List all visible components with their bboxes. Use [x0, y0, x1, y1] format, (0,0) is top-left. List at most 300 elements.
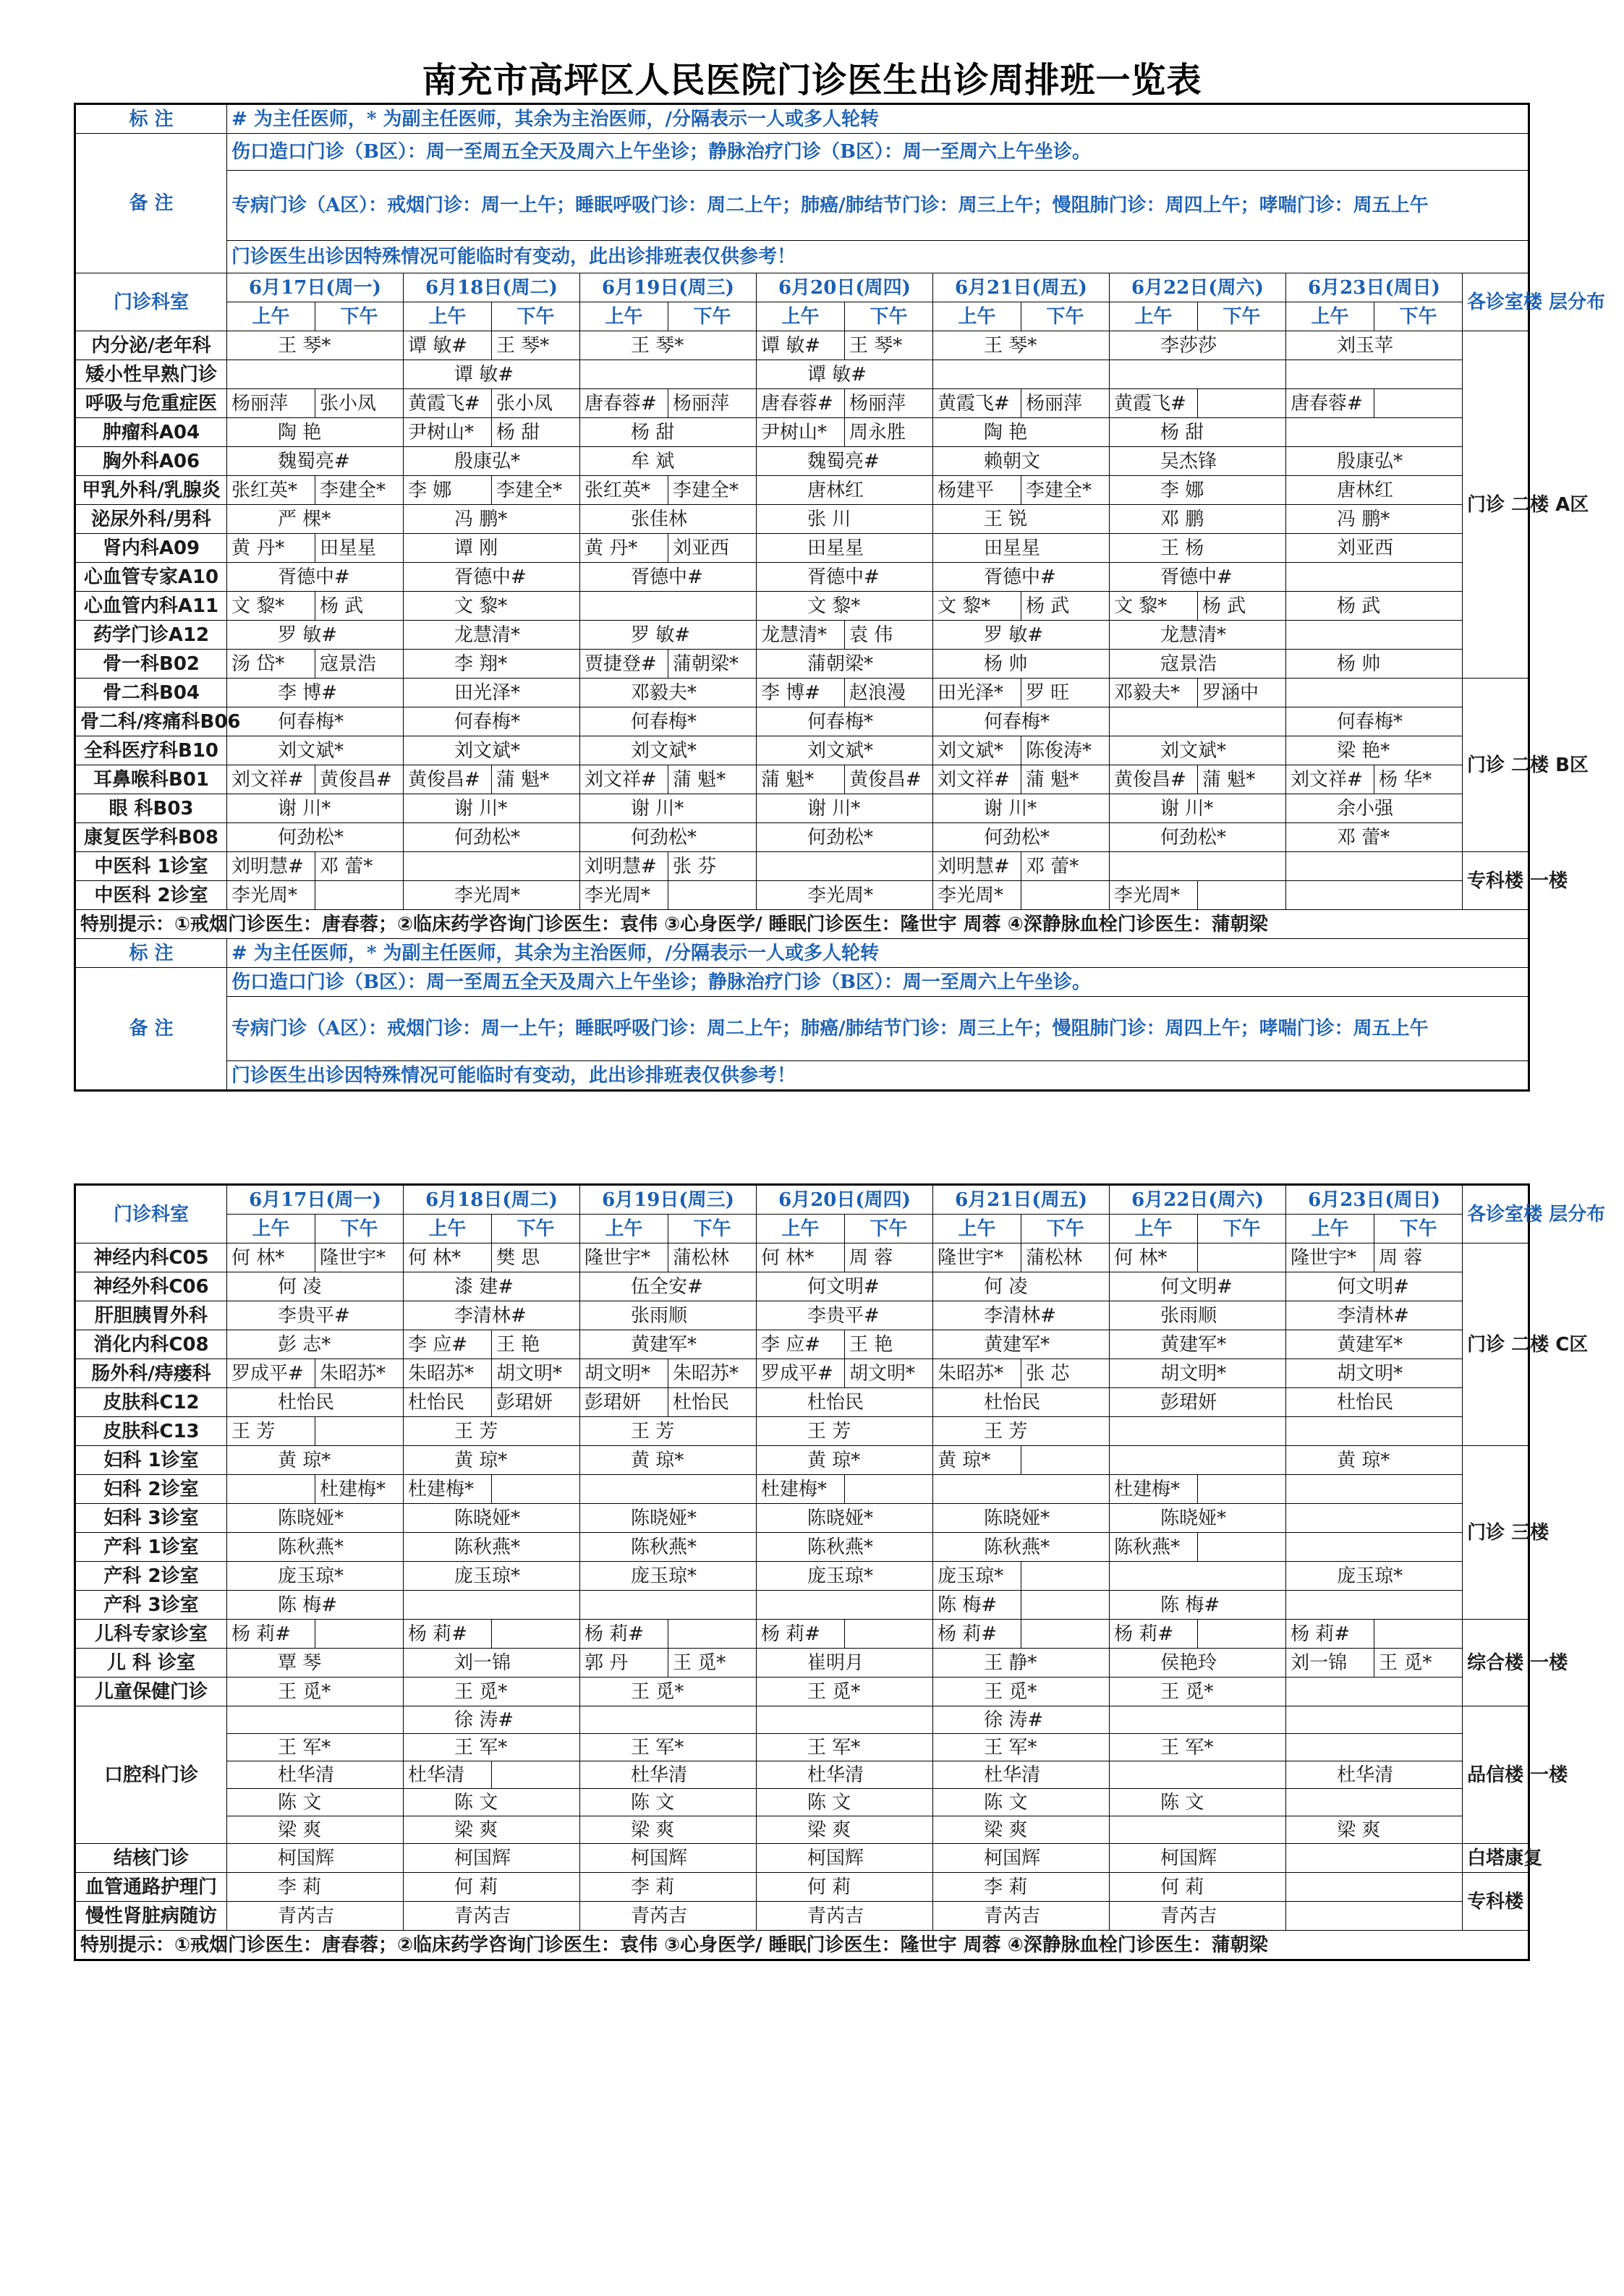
doctor-cell: 何 林*	[757, 1243, 845, 1272]
doctor-cell: 侯艳玲	[1110, 1649, 1286, 1678]
doctor-cell	[1286, 563, 1463, 592]
doctor-cell: 李 翔*	[404, 650, 580, 679]
doctor-cell: 何劲松*	[1110, 823, 1286, 852]
doctor-cell	[580, 1706, 757, 1734]
doctor-cell: 杨 莉#	[227, 1620, 315, 1649]
doctor-cell: 罗成平#	[227, 1359, 315, 1388]
dept-cell: 骨二科B04	[75, 679, 227, 707]
pm-header: 下午	[668, 302, 757, 331]
doctor-cell: 李光周*	[404, 881, 580, 910]
doctor-cell: 殷康弘*	[1286, 447, 1463, 476]
schedule-row	[75, 1359, 1529, 1388]
doctor-cell	[1286, 852, 1463, 881]
doctor-cell	[227, 1475, 315, 1504]
doctor-cell	[1286, 1734, 1463, 1761]
pm-header: 下午	[492, 1215, 580, 1243]
dept-header: 门诊科室	[75, 1185, 227, 1243]
doctor-cell	[1110, 1562, 1286, 1591]
doctor-cell: 杜华清	[933, 1761, 1110, 1789]
doctor-cell: 谢 川*	[580, 794, 757, 823]
remark-text-2: 专病门诊（A区）：戒烟门诊：周一上午；睡眠呼吸门诊：周二上午；肺癌/肺结节门诊：周三上午；慢阻肺门诊：周四上午；哮喘门诊：周五上午	[227, 997, 1529, 1061]
doctor-cell: 何文明#	[1110, 1272, 1286, 1301]
doctor-cell: 李 博#	[757, 679, 845, 707]
doctor-cell: 周 蓉	[845, 1243, 933, 1272]
doctor-cell: 王 芳	[580, 1417, 757, 1446]
doctor-cell	[668, 881, 757, 910]
doctor-cell: 汤 岱*	[227, 650, 315, 679]
doctor-cell: 刘明慧#	[580, 852, 668, 881]
doctor-cell: 蒲 魁*	[1021, 765, 1110, 794]
header-row	[75, 273, 1529, 302]
doctor-cell: 罗成平#	[757, 1359, 845, 1388]
doctor-cell: 谢 川*	[933, 794, 1110, 823]
doctor-cell: 杨 莉#	[1286, 1620, 1374, 1649]
pm-header: 下午	[1021, 302, 1110, 331]
doctor-cell	[580, 360, 757, 389]
doctor-cell: 袁 伟	[845, 621, 933, 650]
doctor-cell: 胡文明*	[492, 1359, 580, 1388]
doctor-cell: 王 军*	[227, 1734, 404, 1761]
doctor-cell: 何劲松*	[227, 823, 404, 852]
doctor-cell: 魏蜀亮#	[757, 447, 933, 476]
doctor-cell: 唐春蓉#	[1286, 389, 1374, 418]
day-header: 6月17日(周一)	[227, 273, 404, 302]
mark-row	[75, 104, 1529, 134]
schedule-row	[75, 1816, 1529, 1844]
doctor-cell: 李贵平#	[757, 1301, 933, 1330]
floor-cell: 专科楼 一楼	[1463, 852, 1529, 910]
doctor-cell: 王 艳	[492, 1330, 580, 1359]
am-header: 上午	[1110, 302, 1198, 331]
doctor-cell: 何 林*	[227, 1243, 315, 1272]
doctor-cell	[580, 1475, 757, 1504]
day-header: 6月20日(周四)	[757, 1185, 933, 1215]
dept-cell: 儿童保健门诊	[75, 1678, 227, 1706]
doctor-cell: 杜华清	[404, 1761, 492, 1789]
doctor-cell	[1110, 1816, 1286, 1844]
floor-cell: 门诊 二楼 A区	[1463, 331, 1529, 679]
doctor-cell	[1286, 679, 1463, 707]
day-header: 6月20日(周四)	[757, 273, 933, 302]
pm-header: 下午	[315, 1215, 404, 1243]
doctor-cell: 陈 文	[580, 1789, 757, 1816]
doctor-cell: 杨建平	[933, 476, 1021, 505]
doctor-cell: 邓毅夫*	[580, 679, 757, 707]
doctor-cell: 魏蜀亮#	[227, 447, 404, 476]
doctor-cell: 何 莉	[1110, 1873, 1286, 1902]
schedule-row	[75, 1562, 1529, 1591]
schedule-row	[75, 1475, 1529, 1504]
dept-cell: 内分泌/老年科	[75, 331, 227, 360]
doctor-cell: 谭 敏#	[404, 360, 580, 389]
am-header: 上午	[404, 302, 492, 331]
doctor-cell: 刘文祥#	[227, 765, 315, 794]
doctor-cell: 谢 川*	[757, 794, 933, 823]
doctor-cell: 柯国辉	[933, 1844, 1110, 1873]
doctor-cell: 牟 斌	[580, 447, 757, 476]
doctor-cell: 刘亚西	[668, 534, 757, 563]
doctor-cell: 王 觅*	[933, 1678, 1110, 1706]
doctor-cell: 李 博#	[227, 679, 404, 707]
doctor-cell: 唐林红	[1286, 476, 1463, 505]
doctor-cell: 杨 甜	[1110, 418, 1286, 447]
schedule-row	[75, 794, 1529, 823]
schedule-row	[75, 707, 1529, 736]
schedule-row	[75, 360, 1529, 389]
floor-cell: 门诊 二楼 C区	[1463, 1243, 1529, 1446]
doctor-cell	[315, 1417, 404, 1446]
doctor-cell: 杨丽萍	[227, 389, 315, 418]
doctor-cell	[1198, 1243, 1286, 1272]
schedule-row	[75, 1504, 1529, 1533]
doctor-cell: 何春梅*	[404, 707, 580, 736]
doctor-cell	[1286, 360, 1463, 389]
doctor-cell: 谭 刚	[404, 534, 580, 563]
doctor-cell: 何文明#	[1286, 1272, 1463, 1301]
remark-text-1: 伤口造口门诊（B区）：周一至周五全天及周六上午坐诊；静脉治疗门诊（B区）：周一至周六上午坐诊。	[227, 134, 1529, 171]
doctor-cell: 柯国辉	[227, 1844, 404, 1873]
doctor-cell: 罗涵中	[1198, 679, 1286, 707]
am-header: 上午	[933, 1215, 1021, 1243]
doctor-cell: 陶 艳	[227, 418, 404, 447]
doctor-cell: 隆世宇*	[933, 1243, 1021, 1272]
doctor-cell: 杨 武	[1286, 592, 1463, 621]
doctor-cell: 胥德中#	[1110, 563, 1286, 592]
doctor-cell: 庞玉琼*	[933, 1562, 1021, 1591]
mark-label: 标 注	[75, 104, 227, 134]
doctor-cell: 龙慧清*	[404, 621, 580, 650]
doctor-cell: 何劲松*	[580, 823, 757, 852]
doctor-cell: 梁 爽	[933, 1816, 1110, 1844]
doctor-cell: 王 觅*	[757, 1678, 933, 1706]
doctor-cell: 李 莉	[580, 1873, 757, 1902]
doctor-cell: 梁 爽	[404, 1816, 580, 1844]
doctor-cell: 陈晓娅*	[580, 1504, 757, 1533]
doctor-cell: 杨 武	[315, 592, 404, 621]
doctor-cell: 何文明#	[757, 1272, 933, 1301]
floor-cell: 综合楼 一楼	[1463, 1620, 1529, 1706]
day-header: 6月18日(周二)	[404, 273, 580, 302]
schedule-row	[75, 592, 1529, 621]
doctor-cell: 王 芳	[757, 1417, 933, 1446]
doctor-cell: 杜华清	[757, 1761, 933, 1789]
doctor-cell: 王 杨	[1110, 534, 1286, 563]
doctor-cell: 陈晓娅*	[1110, 1504, 1286, 1533]
doctor-cell: 陈秋燕*	[757, 1533, 933, 1562]
doctor-cell: 黄建军*	[580, 1330, 757, 1359]
doctor-cell: 崔明月	[757, 1649, 933, 1678]
ampm-row	[75, 1215, 1529, 1243]
doctor-cell: 赖朝文	[933, 447, 1110, 476]
doctor-cell	[1110, 852, 1286, 881]
special-tip: 特别提示：①戒烟门诊医生：唐春蓉；②临床药学咨询门诊医生：袁伟 ③心身医学/ 睡眠门诊医生：隆世宇 周蓉 ④深静脉血栓门诊医生：蒲朝梁	[75, 1931, 1529, 1960]
dept-cell: 皮肤科C13	[75, 1417, 227, 1446]
day-header: 6月21日(周五)	[933, 273, 1110, 302]
doctor-cell: 胡文明*	[1110, 1359, 1286, 1388]
doctor-cell: 刘一锦	[404, 1649, 580, 1678]
doctor-cell: 庞玉琼*	[1286, 1562, 1463, 1591]
schedule-row	[75, 1243, 1529, 1272]
doctor-cell: 杨 莉#	[933, 1620, 1021, 1649]
dept-cell: 肿瘤科A04	[75, 418, 227, 447]
doctor-cell: 王 军*	[1110, 1734, 1286, 1761]
day-header: 6月22日(周六)	[1110, 273, 1286, 302]
doctor-cell: 杜怡民	[404, 1388, 492, 1417]
doctor-cell: 贾捷登#	[580, 650, 668, 679]
doctor-cell: 文 黎*	[1110, 592, 1198, 621]
doctor-cell: 邓 鹏	[1110, 505, 1286, 534]
doctor-cell: 周 蓉	[1374, 1243, 1463, 1272]
doctor-cell: 黄俊昌#	[1110, 765, 1198, 794]
doctor-cell: 杨 华*	[1374, 765, 1463, 794]
doctor-cell: 王 觅*	[1374, 1649, 1463, 1678]
doctor-cell: 罗 旺	[1021, 679, 1110, 707]
day-header: 6月18日(周二)	[404, 1185, 580, 1215]
doctor-cell	[668, 1620, 757, 1649]
doctor-cell: 李清林#	[404, 1301, 580, 1330]
doctor-cell: 黄俊昌#	[845, 765, 933, 794]
dept-cell: 消化内科C08	[75, 1330, 227, 1359]
floor-cell: 门诊 二楼 B区	[1463, 679, 1529, 852]
pm-header: 下午	[492, 302, 580, 331]
doctor-cell: 刘玉苹	[1286, 331, 1463, 360]
doctor-cell: 黄俊昌#	[315, 765, 404, 794]
dept-cell: 口腔科门诊	[75, 1706, 227, 1844]
doctor-cell	[492, 1475, 580, 1504]
doctor-cell: 庞玉琼*	[580, 1562, 757, 1591]
tip-row	[75, 910, 1529, 939]
doctor-cell: 刘文斌*	[757, 736, 933, 765]
doctor-cell: 何春梅*	[580, 707, 757, 736]
doctor-cell: 严 棵*	[227, 505, 404, 534]
floor-header: 各诊室楼 层分布	[1463, 1185, 1529, 1243]
doctor-cell: 蒲 魁*	[668, 765, 757, 794]
schedule-row	[75, 765, 1529, 794]
mark-text: # 为主任医师，* 为副主任医师，其余为主治医师，/分隔表示一人或多人轮转	[227, 104, 1529, 134]
doctor-cell	[1110, 1761, 1286, 1789]
doctor-cell: 青芮吉	[227, 1902, 404, 1931]
doctor-cell: 龙慧清*	[757, 621, 845, 650]
doctor-cell: 何劲松*	[404, 823, 580, 852]
pm-header: 下午	[1021, 1215, 1110, 1243]
doctor-cell	[1286, 1902, 1463, 1931]
doctor-cell: 文 黎*	[757, 592, 933, 621]
doctor-cell	[580, 592, 757, 621]
doctor-cell: 周永胜	[845, 418, 933, 447]
doctor-cell: 蒲朝梁*	[668, 650, 757, 679]
doctor-cell: 李清林#	[933, 1301, 1110, 1330]
doctor-cell: 田光泽*	[933, 679, 1021, 707]
doctor-cell	[1286, 1678, 1463, 1706]
schedule-row	[75, 1591, 1529, 1620]
doctor-cell: 王 觅*	[404, 1678, 580, 1706]
doctor-cell: 杜怡民	[1286, 1388, 1463, 1417]
doctor-cell: 何劲松*	[757, 823, 933, 852]
doctor-cell: 李 应#	[757, 1330, 845, 1359]
doctor-cell: 冯 鹏*	[1286, 505, 1463, 534]
schedule-row	[75, 476, 1529, 505]
doctor-cell: 黄 琼*	[757, 1446, 933, 1475]
doctor-cell: 李 莉	[933, 1873, 1110, 1902]
doctor-cell: 彭 志*	[227, 1330, 404, 1359]
doctor-cell: 梁 爽	[1286, 1816, 1463, 1844]
doctor-cell: 刘文斌*	[580, 736, 757, 765]
doctor-cell: 李 娜	[1110, 476, 1286, 505]
doctor-cell: 王 静*	[933, 1649, 1110, 1678]
am-header: 上午	[757, 302, 845, 331]
dept-header: 门诊科室	[75, 273, 227, 331]
doctor-cell: 梁 爽	[757, 1816, 933, 1844]
doctor-cell: 陈秋燕*	[404, 1533, 580, 1562]
dept-cell: 肠外科/痔瘘科	[75, 1359, 227, 1388]
doctor-cell: 王 锐	[933, 505, 1110, 534]
doctor-cell: 蒲 魁*	[757, 765, 845, 794]
doctor-cell: 黄 琼*	[1286, 1446, 1463, 1475]
doctor-cell: 梁 爽	[227, 1816, 404, 1844]
am-header: 上午	[1286, 302, 1374, 331]
dept-cell: 妇科 2诊室	[75, 1475, 227, 1504]
dept-cell: 皮肤科C12	[75, 1388, 227, 1417]
doctor-cell: 陈 文	[1110, 1789, 1286, 1816]
doctor-cell: 黄 丹*	[580, 534, 668, 563]
remark-row	[75, 997, 1529, 1061]
remark-label: 备 注	[75, 968, 227, 1091]
doctor-cell: 杜华清	[227, 1761, 404, 1789]
day-header: 6月23日(周日)	[1286, 273, 1463, 302]
doctor-cell: 李 莉	[227, 1873, 404, 1902]
ampm-row	[75, 302, 1529, 331]
dept-cell: 神经外科C06	[75, 1272, 227, 1301]
doctor-cell: 杨 莉#	[1110, 1620, 1198, 1649]
doctor-cell	[1110, 1706, 1286, 1734]
am-header: 上午	[580, 1215, 668, 1243]
pm-header: 下午	[315, 302, 404, 331]
schedule-row	[75, 1902, 1529, 1931]
floor-header: 各诊室楼 层分布	[1463, 273, 1529, 331]
am-header: 上午	[227, 1215, 315, 1243]
doctor-cell: 王 军*	[933, 1734, 1110, 1761]
schedule-row	[75, 534, 1529, 563]
doctor-cell: 杜怡民	[933, 1388, 1110, 1417]
doctor-cell: 王 觅*	[1110, 1678, 1286, 1706]
doctor-cell: 李 应#	[404, 1330, 492, 1359]
doctor-cell: 陈晓娅*	[757, 1504, 933, 1533]
dept-cell: 胸外科A06	[75, 447, 227, 476]
doctor-cell: 王 军*	[757, 1734, 933, 1761]
schedule-row	[75, 1417, 1529, 1446]
doctor-cell: 杨 莉#	[580, 1620, 668, 1649]
doctor-cell	[1198, 389, 1286, 418]
doctor-cell: 李光周*	[227, 881, 315, 910]
doctor-cell	[1198, 881, 1286, 910]
doctor-cell: 王 觅*	[227, 1678, 404, 1706]
dept-cell: 中医科 1诊室	[75, 852, 227, 881]
schedule-row	[75, 563, 1529, 592]
schedule-table-2	[74, 1183, 1606, 1961]
doctor-cell	[1198, 1475, 1286, 1504]
doctor-cell: 杨 莉#	[404, 1620, 492, 1649]
am-header: 上午	[1110, 1215, 1198, 1243]
doctor-cell: 王 琴*	[227, 331, 404, 360]
doctor-cell: 杜建梅*	[1110, 1475, 1198, 1504]
remark-label: 备 注	[75, 134, 227, 273]
doctor-cell: 罗 敏#	[227, 621, 404, 650]
remark-row	[75, 968, 1529, 997]
doctor-cell: 庞玉琼*	[757, 1562, 933, 1591]
doctor-cell	[1286, 1873, 1463, 1902]
doctor-cell	[404, 1591, 580, 1620]
schedule-row	[75, 1706, 1529, 1734]
doctor-cell: 蒲 魁*	[492, 765, 580, 794]
pm-header: 下午	[845, 302, 933, 331]
schedule-row	[75, 1734, 1529, 1761]
schedule-row	[75, 881, 1529, 910]
pm-header: 下午	[1198, 1215, 1286, 1243]
doctor-cell: 蒲朝梁*	[757, 650, 933, 679]
doctor-cell: 杨丽萍	[1021, 389, 1110, 418]
doctor-cell: 张小凤	[315, 389, 404, 418]
tip-row	[75, 1931, 1529, 1960]
doctor-cell: 李建全*	[1021, 476, 1110, 505]
doctor-cell: 胥德中#	[227, 563, 404, 592]
schedule-row	[75, 447, 1529, 476]
doctor-cell: 何春梅*	[933, 707, 1110, 736]
doctor-cell	[1198, 1533, 1286, 1562]
dept-cell: 血管通路护理门	[75, 1873, 227, 1902]
doctor-cell: 隆世宇*	[1286, 1243, 1374, 1272]
doctor-cell: 胥德中#	[757, 563, 933, 592]
doctor-cell: 张 川	[757, 505, 933, 534]
doctor-cell	[1286, 1504, 1463, 1533]
schedule-row	[75, 1844, 1529, 1873]
doctor-cell: 杨 甜	[492, 418, 580, 447]
doctor-cell: 王 觅*	[580, 1678, 757, 1706]
doctor-cell: 吴杰锋	[1110, 447, 1286, 476]
doctor-cell: 刘明慧#	[933, 852, 1021, 881]
doctor-cell: 黄 琼*	[580, 1446, 757, 1475]
doctor-cell: 郭 丹	[580, 1649, 668, 1678]
doctor-cell: 彭珺妍	[1110, 1388, 1286, 1417]
doctor-cell	[757, 852, 933, 881]
doctor-cell: 文 黎*	[404, 592, 580, 621]
doctor-cell: 胥德中#	[933, 563, 1110, 592]
doctor-cell: 张红英*	[227, 476, 315, 505]
doctor-cell: 黄 琼*	[227, 1446, 404, 1475]
doctor-cell: 李光周*	[1110, 881, 1198, 910]
doctor-cell	[580, 1591, 757, 1620]
doctor-cell: 朱昭苏*	[404, 1359, 492, 1388]
doctor-cell: 文 黎*	[227, 592, 315, 621]
doctor-cell: 隆世宇*	[580, 1243, 668, 1272]
doctor-cell: 刘明慧#	[227, 852, 315, 881]
schedule-table-1	[74, 103, 1606, 1092]
doctor-cell: 王 芳	[933, 1417, 1110, 1446]
schedule-row	[75, 389, 1529, 418]
doctor-cell: 何 林*	[1110, 1243, 1198, 1272]
am-header: 上午	[1286, 1215, 1374, 1243]
floor-cell: 专科楼	[1463, 1873, 1529, 1931]
dept-cell: 产科 2诊室	[75, 1562, 227, 1591]
doctor-cell: 徐 涛#	[933, 1706, 1110, 1734]
schedule-row	[75, 1388, 1529, 1417]
doctor-cell: 黄霞飞#	[933, 389, 1021, 418]
doctor-cell: 王 芳	[404, 1417, 580, 1446]
doctor-cell: 陈 文	[933, 1789, 1110, 1816]
doctor-cell: 黄 琼*	[404, 1446, 580, 1475]
doctor-cell	[227, 360, 404, 389]
doctor-cell: 杨 武	[1198, 592, 1286, 621]
doctor-cell: 柯国辉	[1110, 1844, 1286, 1873]
